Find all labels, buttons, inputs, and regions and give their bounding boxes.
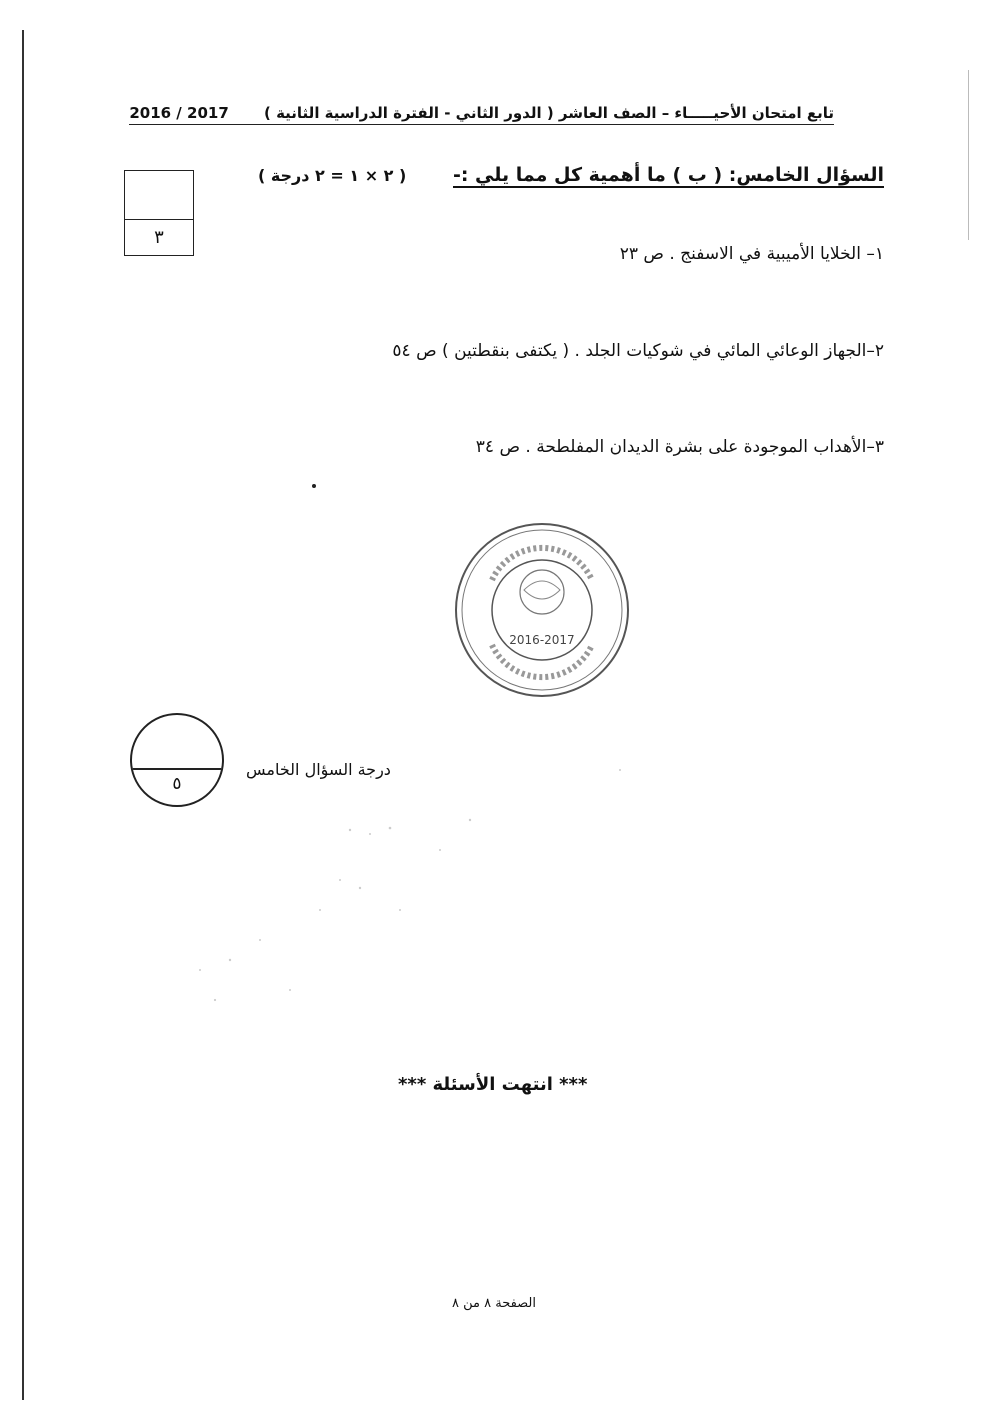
scan-edge-line: [22, 30, 24, 1400]
question-title-text: السؤال الخامس: ( ب ) ما أهمية كل مما يلي :-: [452, 164, 884, 186]
question-item-3: ٣–الأهداب الموجودة على بشرة الديدان المفلطحة . ص ٣٤: [475, 437, 884, 457]
exam-header: [129, 104, 834, 125]
seal-year-text: 2016-2017: [509, 633, 575, 647]
grade-circle-divider: [132, 768, 222, 770]
question-marks: ( ٢ × ١ = ٢ درجة ): [257, 166, 407, 185]
score-box: [124, 170, 194, 256]
exam-header-years: 2017 / 2016: [129, 104, 229, 122]
scan-edge-line-right: [968, 70, 969, 240]
score-box-empty-cell: [125, 171, 193, 220]
question-item-1: ١– الخلايا الأميبية في الاسفنج . ص ٢٣: [619, 244, 884, 264]
exam-header-text: تابع امتحان الأحيـــــاء – الصف العاشر ( الدور الثاني - الفترة الدراسية الثانية ): [264, 104, 834, 122]
end-of-questions-note: *** انتهت الأسئلة ***: [398, 1074, 588, 1095]
grade-circle: [130, 713, 224, 807]
official-seal: [452, 520, 632, 700]
grade-total-value: ٥: [172, 774, 182, 794]
scan-noise: [140, 760, 660, 1020]
stray-dot: [312, 484, 316, 488]
score-box-value: ٣: [154, 227, 164, 248]
page-footer: الصفحة ٨ من ٨: [452, 1296, 537, 1311]
question-item-2: ٢–الجهاز الوعائي المائي في شوكيات الجلد . ( يكتفى بنقطتين ) ص ٥٤: [392, 341, 884, 361]
question-title: [258, 164, 884, 186]
grade-label: درجة السؤال الخامس: [246, 760, 391, 779]
